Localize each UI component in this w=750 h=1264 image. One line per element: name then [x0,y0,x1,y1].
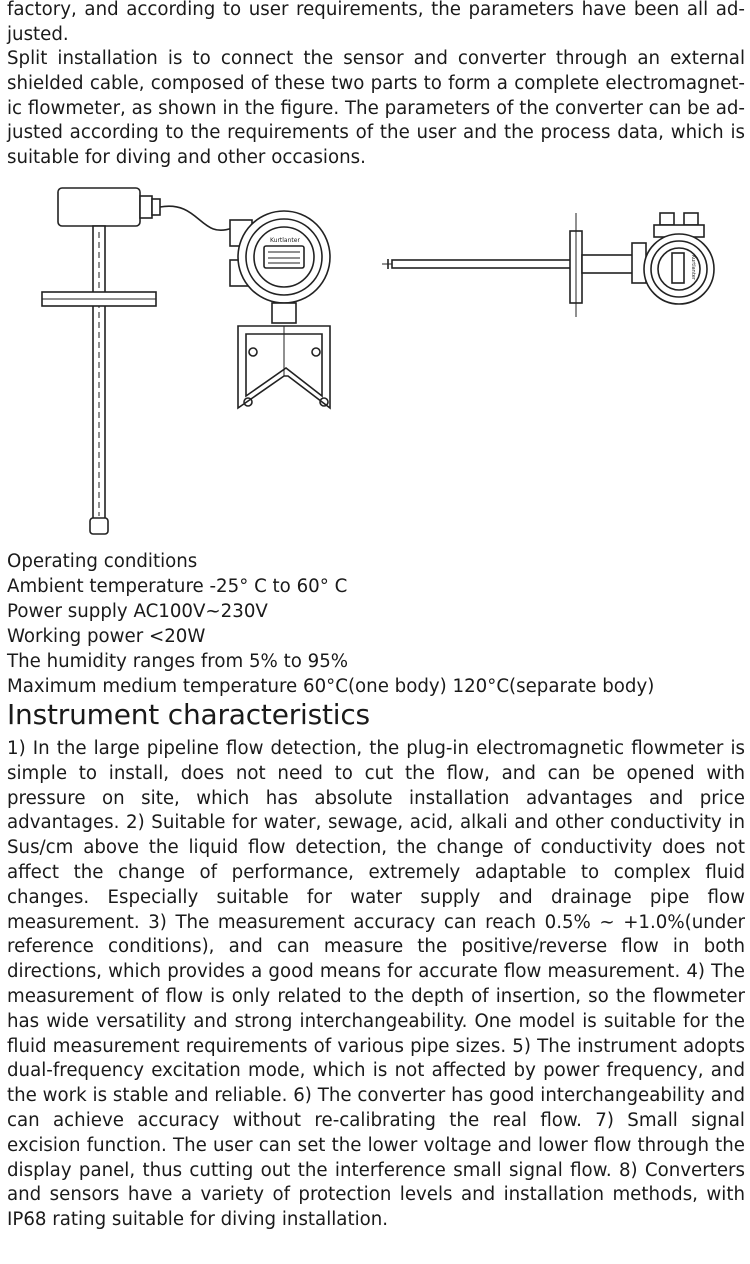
condition-humidity: The humidity ranges from 5% to 95% [7,651,349,672]
condition-max-medium-temperature: Maximum medium temperature 60°C(one body) 120°C(separate body) [7,676,655,697]
intro-paragraph-continued: factory, and according to user requirements, the parameters have been all adjusted. [7,0,745,45]
horizontal-insertion-figure [382,205,722,320]
conditions-heading: Operating conditions [7,551,198,572]
condition-power-supply: Power supply AC100V~230V [7,601,268,622]
condition-ambient-temperature: Ambient temperature -25° C to 60° C [7,576,348,597]
split-installation-figure [40,180,340,538]
condition-working-power: Working power <20W [7,626,206,647]
instrument-characteristics-heading: Instrument characteristics [7,698,370,731]
split-installation-paragraph: Split installation is to connect the sensor and converter through an external shielded cable, composed of these two parts to form a complete electromagnetic flowmeter, as shown in the figure. The parameters of the converter can be adjusted according to the requirements of the user and the process data, which is suitable for diving and other occasions. [7,48,745,169]
right-nameplate-label: Kurtlanter [690,255,696,280]
instrument-characteristics-text: 1) In the large pipeline flow detection, the plug-in electromagnetic flowmeter is simple to install, does not need to cut the flow, and can be opened with pressure on site, which has absolute installation advantages and price advantages. 2) Suitable for water, sewage, acid, alkali and other conductivity in Sus/cm above the liquid flow detection, the change of conductivity does not affect the change of performance, extremely adaptable to complex fluid changes. Especially suitable for water supply and drainage pipe flow measurement. 3) The measurement accuracy can reach 0.5% ~ +1.0%(under reference conditions), and can measure the positive/reverse flow in both directions, which provides a good means for accurate flow measurement. 4) The measurement of flow is only related to the depth of insertion, so the flowmeter has wide versatility and strong interchangeability. One model is suitable for the fluid measurement requirements of various pipe sizes. 5) The instrument adopts dual-frequency excitation mode, which is not affected by power frequency, and the work is stable and reliable. 6) The converter has good interchangeability and can achieve accuracy without re-calibrating the real flow. 7) Small signal excision function. The user can set the lower voltage and lower flow through the display panel, thus cutting out the interference small signal flow. 8) Converters and sensors have a variety of protection levels and installation methods, with IP68 rating suitable for diving installation. [7,738,745,1231]
left-nameplate-label: Kurtlanter [270,237,300,244]
